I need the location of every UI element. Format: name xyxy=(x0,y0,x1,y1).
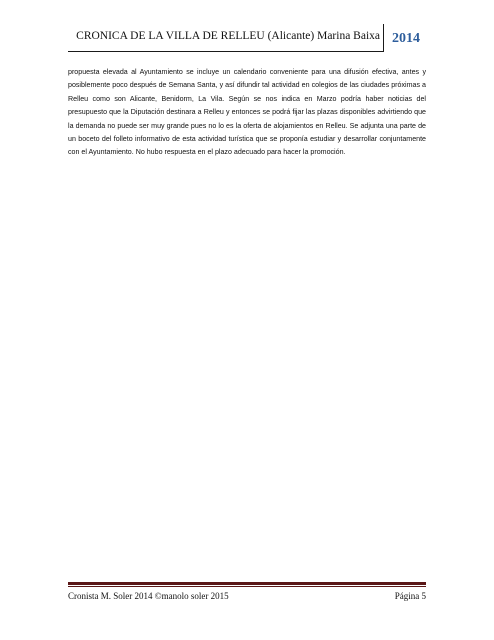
footer-rule-thin xyxy=(68,586,426,587)
header-rule xyxy=(68,51,384,52)
page-header xyxy=(68,24,428,52)
footer-rule-thick xyxy=(68,582,426,585)
page-number: Página 5 xyxy=(394,591,426,601)
footer-author: Cronista M. Soler 2014 ©manolo soler 2015 xyxy=(68,591,229,601)
header-title: CRONICA DE LA VILLA DE RELLEU (Alicante) Marina Baixa xyxy=(76,30,380,42)
body-paragraph: propuesta elevada al Ayuntamiento se incluye un calendario conveniente para una difusión efectiva, antes y posiblemente poco después de Semana Santa, y así difundir tal actividad en colegios de las ciudades próximas a Relleu como son Alicante, Benidorm, La Vila. Según se nos indica en Marzo podría haber noticias del presupuesto que la Diputación destinara a Relleu y entonces se podrá fijar las plazas disponibles advirtiendo que la demanda no puede ser muy grande pues no lo es la oferta de alojamientos en Relleu. Se adjunta una parte de un boceto del folleto informativo de esta actividad turística que se proponía estudiar y desarrollar conjuntamente con el Ayuntamiento. No hubo respuesta en el plazo adecuado para hacer la promoción. xyxy=(68,68,426,157)
header-year: 2014 xyxy=(383,24,428,52)
